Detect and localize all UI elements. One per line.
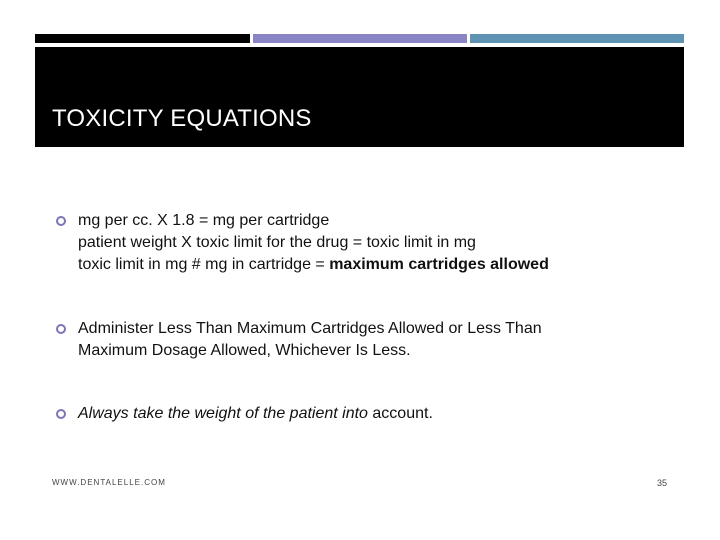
weight-line-rest: account. (367, 405, 433, 422)
weight-line-italic: Always take the weight of the patient into (78, 405, 368, 422)
slide-title: TOXICITY EQUATIONS (52, 105, 312, 132)
equation-line-1: mg per cc. X 1.8 = mg per cartridge (78, 212, 330, 229)
bullet-circle-icon (56, 409, 66, 419)
page-number: 35 (656, 478, 667, 488)
bullet-administer (56, 318, 542, 362)
equation-line-3-text: toxic limit in mg # mg in cartridge = (78, 256, 330, 273)
weight-line (78, 403, 433, 425)
equation-line-3-bold: maximum cartridges allowed (329, 256, 549, 273)
bullet-circle-icon (56, 324, 66, 334)
administer-line-1: Administer Less Than Maximum Cartridges Allowed or Less Than (78, 320, 542, 337)
administer-line-2: Maximum Dosage Allowed, Whichever Is Less. (78, 342, 411, 359)
top-bar-black (35, 34, 250, 43)
footer-website: WWW.DENTALELLE.COM (52, 478, 166, 487)
top-bar-purple (253, 34, 467, 43)
title-band (35, 47, 684, 147)
equation-line-3 (78, 254, 549, 276)
bullet-weight (56, 403, 433, 425)
bullet-equations (56, 210, 549, 276)
top-bar-blue (470, 34, 684, 43)
equation-line-2: patient weight X toxic limit for the drug = toxic limit in mg (78, 234, 476, 251)
bullet-circle-icon (56, 216, 66, 226)
